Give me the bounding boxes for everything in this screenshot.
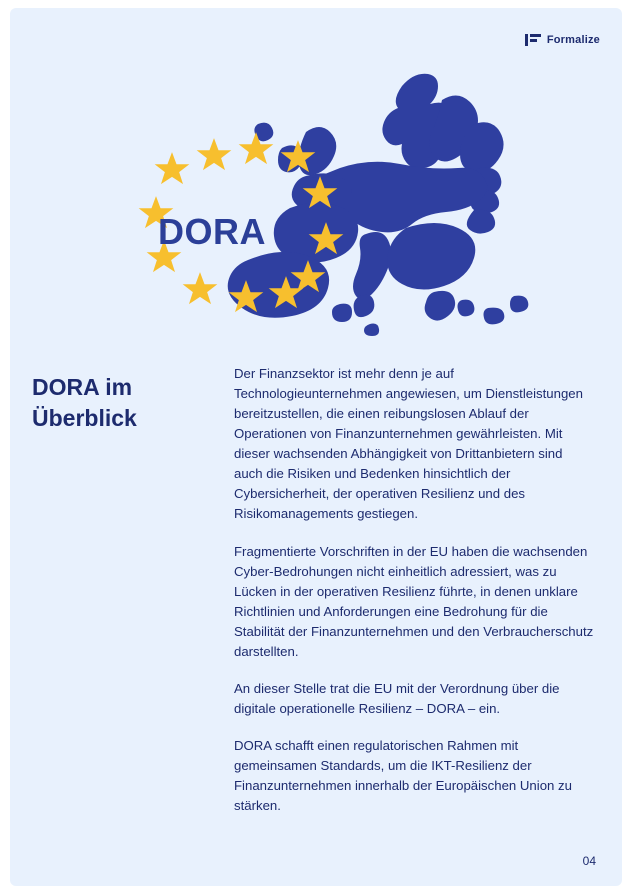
paragraph: DORA schafft einen regulatorischen Rahmen mit gemeinsamen Standards, um die IKT-Resilienz der Finanzunternehmen innerhalb der Europäischen Union zu stärken. (234, 738, 572, 814)
overview-section (32, 364, 604, 816)
page-card (10, 8, 622, 886)
brand-name: Formalize (546, 34, 600, 46)
section-heading: DORA im Überblick (32, 374, 137, 432)
hero-illustration (10, 28, 622, 348)
eu-map-icon (10, 28, 622, 348)
page-number: 04 (582, 854, 596, 868)
paragraph: Der Finanzsektor ist mehr denn je auf Technologieunternehmen angewiesen, um Dienstleistungen bereitzustellen, die einen reibungslosen Ablauf der Operationen von Finanzunternehmen gewährleisten. Mit dieser wachsenden Abhängigkeit von Drittanbietern sind auch die Risiken und Bedenken hinsichtlich der Cybersicherheit, der operativen Resilienz und des Risikomanagements gestiegen. (234, 366, 583, 522)
section-body (234, 364, 594, 816)
paragraph: An dieser Stelle trat die EU mit der Verordnung über die digitale operationelle Resilienz – DORA – ein. (234, 680, 560, 716)
paragraph: Fragmentierte Vorschriften in der EU haben die wachsenden Cyber-Bedrohungen nicht einheitlich adressiert, was zu Lücken in der operativen Resilienz führte, in denen unklare Richtlinien und Anforderungen eine Bedrohung für die Stabilität der Finanzunternehmen und den Verbraucherschutz darstellten. (234, 543, 594, 659)
dora-wordmark: DORA (158, 211, 266, 252)
